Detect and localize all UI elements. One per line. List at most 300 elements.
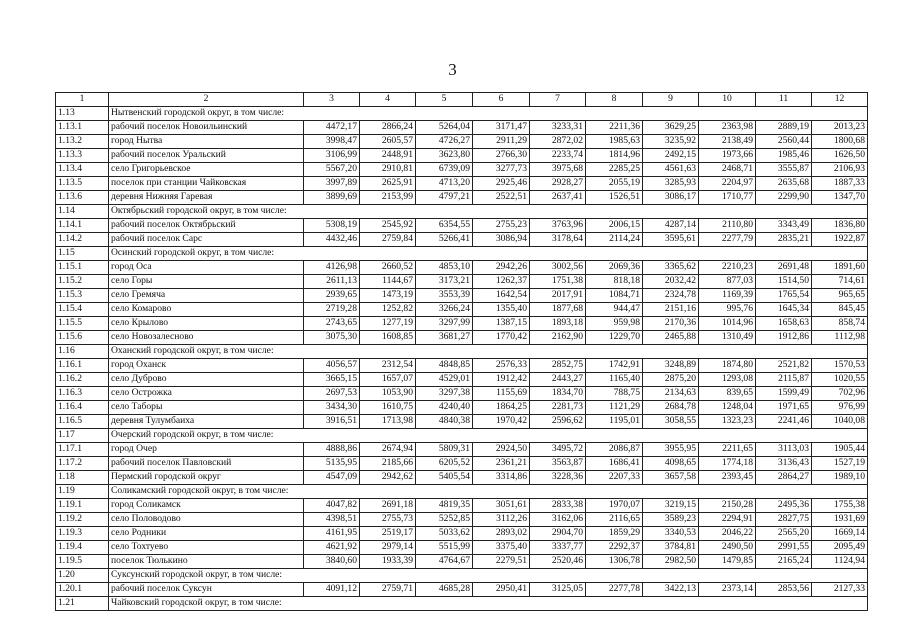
value-cell: 1262,37	[473, 275, 530, 289]
value-cell: 3233,31	[530, 121, 586, 135]
value-cell: 4848,85	[416, 359, 473, 373]
row-code: 1.13.6	[56, 191, 109, 205]
settlement-name: село Острожка	[109, 387, 304, 401]
table-row	[56, 457, 868, 471]
value-cell: 4888,86	[304, 443, 360, 457]
row-code: 1.17.2	[56, 457, 109, 471]
settlement-name: город Нытва	[109, 135, 304, 149]
value-cell: 2204,97	[699, 177, 756, 191]
value-cell: 858,74	[812, 317, 868, 331]
value-cell: 3375,40	[473, 541, 530, 555]
value-cell: 3763,96	[530, 219, 586, 233]
value-cell: 1252,82	[360, 303, 416, 317]
value-cell: 4126,98	[304, 261, 360, 275]
settlement-name: село Половодово	[109, 513, 304, 527]
value-cell: 1713,98	[360, 415, 416, 429]
value-cell: 2835,21	[756, 233, 812, 247]
value-cell: 2611,13	[304, 275, 360, 289]
value-cell: 3955,95	[643, 443, 699, 457]
value-cell: 4547,09	[304, 471, 360, 485]
row-code: 1.20.1	[56, 583, 109, 597]
section-title: Чайковский городской округ, в том числе:	[109, 597, 868, 611]
value-cell: 2210,23	[699, 261, 756, 275]
value-cell: 2162,90	[530, 331, 586, 345]
settlement-name: село Комарово	[109, 303, 304, 317]
value-cell: 4240,40	[416, 401, 473, 415]
value-cell: 2134,63	[643, 387, 699, 401]
value-cell: 1277,19	[360, 317, 416, 331]
value-cell: 3975,68	[530, 163, 586, 177]
column-header: 7	[530, 93, 586, 107]
value-cell: 1014,96	[699, 317, 756, 331]
value-cell: 2207,33	[586, 471, 643, 485]
value-cell: 1610,75	[360, 401, 416, 415]
value-cell: 2674,94	[360, 443, 416, 457]
table-row	[56, 415, 868, 429]
row-code: 1.19	[56, 485, 109, 499]
table-row	[56, 233, 868, 247]
table-row	[56, 121, 868, 135]
value-cell: 3266,24	[416, 303, 473, 317]
row-code: 1.13	[56, 107, 109, 121]
value-cell: 1310,49	[699, 331, 756, 345]
settlement-name: село Крылово	[109, 317, 304, 331]
value-cell: 1626,50	[812, 149, 868, 163]
value-cell: 2625,91	[360, 177, 416, 191]
value-cell: 3086,94	[473, 233, 530, 247]
value-cell: 2660,52	[360, 261, 416, 275]
value-cell: 1985,46	[756, 149, 812, 163]
value-cell: 2361,21	[473, 457, 530, 471]
value-cell: 2691,18	[360, 499, 416, 513]
table-row	[56, 289, 868, 303]
value-cell: 2766,30	[473, 149, 530, 163]
value-cell: 1658,63	[756, 317, 812, 331]
value-cell: 2211,65	[699, 443, 756, 457]
row-code: 1.19.4	[56, 541, 109, 555]
row-code: 1.17.1	[56, 443, 109, 457]
value-cell: 3434,30	[304, 401, 360, 415]
value-cell: 2465,88	[643, 331, 699, 345]
value-cell: 3998,47	[304, 135, 360, 149]
settlement-name: город Соликамск	[109, 499, 304, 513]
value-cell: 2013,23	[812, 121, 868, 135]
value-cell: 3623,80	[416, 149, 473, 163]
value-cell: 4287,14	[643, 219, 699, 233]
value-cell: 1124,94	[812, 555, 868, 569]
value-cell: 1084,71	[586, 289, 643, 303]
settlement-name: рабочий поселок Новоильинский	[109, 121, 304, 135]
value-cell: 4713,20	[416, 177, 473, 191]
row-code: 1.15.3	[56, 289, 109, 303]
value-cell: 1834,70	[530, 387, 586, 401]
value-cell: 3784,81	[643, 541, 699, 555]
value-cell: 2833,38	[530, 499, 586, 513]
row-code: 1.16.2	[56, 373, 109, 387]
table-row	[56, 583, 868, 597]
table-row	[56, 331, 868, 345]
section-row	[56, 597, 868, 611]
value-cell: 1970,42	[473, 415, 530, 429]
value-cell: 1248,04	[699, 401, 756, 415]
value-cell: 2950,41	[473, 583, 530, 597]
value-cell: 2292,37	[586, 541, 643, 555]
value-cell: 2277,78	[586, 583, 643, 597]
value-cell: 2324,78	[643, 289, 699, 303]
row-code: 1.14	[56, 205, 109, 219]
value-cell: 2684,78	[643, 401, 699, 415]
value-cell: 2299,90	[756, 191, 812, 205]
column-header: 12	[812, 93, 868, 107]
value-cell: 1121,29	[586, 401, 643, 415]
value-cell: 2495,36	[756, 499, 812, 513]
value-cell: 1755,38	[812, 499, 868, 513]
value-cell: 3629,25	[643, 121, 699, 135]
value-cell: 5135,95	[304, 457, 360, 471]
value-cell: 3337,77	[530, 541, 586, 555]
value-cell: 4161,95	[304, 527, 360, 541]
value-cell: 1473,19	[360, 289, 416, 303]
value-cell: 2017,91	[530, 289, 586, 303]
table-row	[56, 135, 868, 149]
value-cell: 3681,27	[416, 331, 473, 345]
value-cell: 2852,75	[530, 359, 586, 373]
value-cell: 4098,65	[643, 457, 699, 471]
value-cell: 3422,13	[643, 583, 699, 597]
settlement-name: село Родники	[109, 527, 304, 541]
value-cell: 1155,69	[473, 387, 530, 401]
value-cell: 1893,18	[530, 317, 586, 331]
column-header: 4	[360, 93, 416, 107]
table-row	[56, 177, 868, 191]
value-cell: 2866,24	[360, 121, 416, 135]
value-cell: 2853,56	[756, 583, 812, 597]
column-header: 9	[643, 93, 699, 107]
value-cell: 1527,19	[812, 457, 868, 471]
value-cell: 4621,92	[304, 541, 360, 555]
value-cell: 3136,43	[756, 457, 812, 471]
value-cell: 3051,61	[473, 499, 530, 513]
value-cell: 1195,01	[586, 415, 643, 429]
value-cell: 959,98	[586, 317, 643, 331]
value-cell: 4472,17	[304, 121, 360, 135]
value-cell: 1800,68	[812, 135, 868, 149]
row-code: 1.16.3	[56, 387, 109, 401]
section-title: Октябрьский городской округ, в том числе:	[109, 205, 868, 219]
value-cell: 2875,20	[643, 373, 699, 387]
value-cell: 1874,80	[699, 359, 756, 373]
value-cell: 2924,50	[473, 443, 530, 457]
row-code: 1.18	[56, 471, 109, 485]
value-cell: 6739,09	[416, 163, 473, 177]
value-cell: 5308,19	[304, 219, 360, 233]
column-header: 6	[473, 93, 530, 107]
value-cell: 2991,55	[756, 541, 812, 555]
section-title: Соликамский городской округ, в том числе:	[109, 485, 868, 499]
value-cell: 4840,38	[416, 415, 473, 429]
value-cell: 2755,73	[360, 513, 416, 527]
value-cell: 4726,27	[416, 135, 473, 149]
header-row	[56, 93, 868, 107]
settlement-name: село Горы	[109, 275, 304, 289]
value-cell: 2115,87	[756, 373, 812, 387]
settlement-name: город Оса	[109, 261, 304, 275]
value-cell: 2576,33	[473, 359, 530, 373]
row-code: 1.19.1	[56, 499, 109, 513]
value-cell: 2492,15	[643, 149, 699, 163]
value-cell: 2942,62	[360, 471, 416, 485]
value-cell: 1642,54	[473, 289, 530, 303]
value-cell: 2759,84	[360, 233, 416, 247]
row-code: 1.16.1	[56, 359, 109, 373]
value-cell: 1774,18	[699, 457, 756, 471]
value-cell: 3171,47	[473, 121, 530, 135]
value-cell: 3916,51	[304, 415, 360, 429]
value-cell: 1570,53	[812, 359, 868, 373]
settlement-name: рабочий поселок Уральский	[109, 149, 304, 163]
value-cell: 3495,72	[530, 443, 586, 457]
value-cell: 1989,10	[812, 471, 868, 485]
table-row	[56, 499, 868, 513]
value-cell: 2560,44	[756, 135, 812, 149]
value-cell: 2864,27	[756, 471, 812, 485]
value-cell: 3555,87	[756, 163, 812, 177]
value-cell: 1859,29	[586, 527, 643, 541]
row-code: 1.15.5	[56, 317, 109, 331]
value-cell: 1165,40	[586, 373, 643, 387]
value-cell: 4047,82	[304, 499, 360, 513]
value-cell: 2363,98	[699, 121, 756, 135]
value-cell: 2241,46	[756, 415, 812, 429]
value-cell: 1669,14	[812, 527, 868, 541]
value-cell: 3340,53	[643, 527, 699, 541]
value-cell: 3248,89	[643, 359, 699, 373]
value-cell: 702,96	[812, 387, 868, 401]
table-row	[56, 387, 868, 401]
value-cell: 3058,55	[643, 415, 699, 429]
table-row	[56, 359, 868, 373]
value-cell: 4529,01	[416, 373, 473, 387]
table-body	[56, 93, 868, 611]
value-cell: 2942,26	[473, 261, 530, 275]
value-cell: 1933,39	[360, 555, 416, 569]
value-cell: 2982,50	[643, 555, 699, 569]
settlement-name: село Григорьевское	[109, 163, 304, 177]
table-row	[56, 555, 868, 569]
value-cell: 1814,96	[586, 149, 643, 163]
row-code: 1.19.2	[56, 513, 109, 527]
value-cell: 2979,14	[360, 541, 416, 555]
value-cell: 2910,81	[360, 163, 416, 177]
table-row	[56, 401, 868, 415]
section-row	[56, 429, 868, 443]
column-header: 1	[56, 93, 109, 107]
value-cell: 1355,40	[473, 303, 530, 317]
value-cell: 2046,22	[699, 527, 756, 541]
value-cell: 2939,65	[304, 289, 360, 303]
table-row	[56, 541, 868, 555]
value-cell: 1608,85	[360, 331, 416, 345]
section-row	[56, 345, 868, 359]
value-cell: 3162,06	[530, 513, 586, 527]
section-row	[56, 247, 868, 261]
value-cell: 5405,54	[416, 471, 473, 485]
section-title: Нытвенский городской округ, в том числе:	[109, 107, 868, 121]
tariff-table	[55, 92, 868, 611]
value-cell: 2637,41	[530, 191, 586, 205]
value-cell: 2294,91	[699, 513, 756, 527]
value-cell: 4432,46	[304, 233, 360, 247]
value-cell: 2086,87	[586, 443, 643, 457]
value-cell: 845,45	[812, 303, 868, 317]
value-cell: 1229,70	[586, 331, 643, 345]
value-cell: 3297,38	[416, 387, 473, 401]
value-cell: 2520,46	[530, 555, 586, 569]
value-cell: 2114,24	[586, 233, 643, 247]
value-cell: 1387,15	[473, 317, 530, 331]
value-cell: 1971,65	[756, 401, 812, 415]
value-cell: 2106,93	[812, 163, 868, 177]
section-title: Суксунский городской округ, в том числе:	[109, 569, 868, 583]
table-row	[56, 443, 868, 457]
row-code: 1.16.5	[56, 415, 109, 429]
settlement-name: деревня Тулумбаиха	[109, 415, 304, 429]
settlement-name: город Оханск	[109, 359, 304, 373]
value-cell: 2545,92	[360, 219, 416, 233]
value-cell: 3553,39	[416, 289, 473, 303]
row-code: 1.16.4	[56, 401, 109, 415]
value-cell: 1877,68	[530, 303, 586, 317]
value-cell: 2393,45	[699, 471, 756, 485]
value-cell: 2285,25	[586, 163, 643, 177]
value-cell: 2719,28	[304, 303, 360, 317]
value-cell: 3113,03	[756, 443, 812, 457]
value-cell: 3285,93	[643, 177, 699, 191]
row-code: 1.17	[56, 429, 109, 443]
value-cell: 2165,24	[756, 555, 812, 569]
value-cell: 2743,65	[304, 317, 360, 331]
section-row	[56, 485, 868, 499]
value-cell: 2893,02	[473, 527, 530, 541]
value-cell: 3228,36	[530, 471, 586, 485]
value-cell: 2032,42	[643, 275, 699, 289]
settlement-name: село Дуброво	[109, 373, 304, 387]
value-cell: 1770,42	[473, 331, 530, 345]
settlement-name: деревня Нижняя Гаревая	[109, 191, 304, 205]
value-cell: 2468,71	[699, 163, 756, 177]
row-code: 1.13.2	[56, 135, 109, 149]
value-cell: 1144,67	[360, 275, 416, 289]
settlement-name: Пермский городской округ	[109, 471, 304, 485]
value-cell: 877,03	[699, 275, 756, 289]
value-cell: 3002,56	[530, 261, 586, 275]
table-row	[56, 149, 868, 163]
value-cell: 3075,30	[304, 331, 360, 345]
value-cell: 2635,68	[756, 177, 812, 191]
row-code: 1.19.3	[56, 527, 109, 541]
value-cell: 4398,51	[304, 513, 360, 527]
value-cell: 2691,48	[756, 261, 812, 275]
value-cell: 2006,15	[586, 219, 643, 233]
table-row	[56, 471, 868, 485]
value-cell: 1985,63	[586, 135, 643, 149]
value-cell: 3365,62	[643, 261, 699, 275]
value-cell: 1864,25	[473, 401, 530, 415]
value-cell: 2095,49	[812, 541, 868, 555]
settlement-name: рабочий поселок Суксун	[109, 583, 304, 597]
value-cell: 3219,15	[643, 499, 699, 513]
value-cell: 2233,74	[530, 149, 586, 163]
value-cell: 3563,87	[530, 457, 586, 471]
column-header: 5	[416, 93, 473, 107]
value-cell: 1479,85	[699, 555, 756, 569]
value-cell: 1323,23	[699, 415, 756, 429]
value-cell: 1836,80	[812, 219, 868, 233]
settlement-name: поселок Тюлькино	[109, 555, 304, 569]
value-cell: 2151,16	[643, 303, 699, 317]
value-cell: 2138,49	[699, 135, 756, 149]
table-row	[56, 373, 868, 387]
page-number: 3	[448, 60, 457, 79]
value-cell: 818,18	[586, 275, 643, 289]
value-cell: 5809,31	[416, 443, 473, 457]
value-cell: 3125,05	[530, 583, 586, 597]
row-code: 1.13.3	[56, 149, 109, 163]
column-header: 3	[304, 93, 360, 107]
value-cell: 1905,44	[812, 443, 868, 457]
value-cell: 2116,65	[586, 513, 643, 527]
value-cell: 2519,17	[360, 527, 416, 541]
value-cell: 1912,86	[756, 331, 812, 345]
value-cell: 1657,07	[360, 373, 416, 387]
value-cell: 3086,17	[643, 191, 699, 205]
value-cell: 2312,54	[360, 359, 416, 373]
value-cell: 1742,91	[586, 359, 643, 373]
table-row	[56, 219, 868, 233]
value-cell: 2443,27	[530, 373, 586, 387]
value-cell: 3297,99	[416, 317, 473, 331]
value-cell: 2925,46	[473, 177, 530, 191]
value-cell: 3178,64	[530, 233, 586, 247]
value-cell: 944,47	[586, 303, 643, 317]
row-code: 1.13.4	[56, 163, 109, 177]
value-cell: 3840,60	[304, 555, 360, 569]
row-code: 1.13.1	[56, 121, 109, 135]
value-cell: 965,65	[812, 289, 868, 303]
value-cell: 2448,91	[360, 149, 416, 163]
value-cell: 2211,36	[586, 121, 643, 135]
value-cell: 4091,12	[304, 583, 360, 597]
row-code: 1.21	[56, 597, 109, 611]
value-cell: 2150,28	[699, 499, 756, 513]
value-cell: 2521,82	[756, 359, 812, 373]
value-cell: 3997,89	[304, 177, 360, 191]
value-cell: 3173,21	[416, 275, 473, 289]
value-cell: 1751,38	[530, 275, 586, 289]
value-cell: 6354,55	[416, 219, 473, 233]
settlement-name: село Тохтуево	[109, 541, 304, 555]
value-cell: 1293,08	[699, 373, 756, 387]
value-cell: 2911,29	[473, 135, 530, 149]
settlement-name: село Новозалесново	[109, 331, 304, 345]
value-cell: 2153,99	[360, 191, 416, 205]
value-cell: 2055,19	[586, 177, 643, 191]
row-code: 1.16	[56, 345, 109, 359]
value-cell: 3665,15	[304, 373, 360, 387]
value-cell: 1970,07	[586, 499, 643, 513]
table-row	[56, 317, 868, 331]
row-code: 1.15.1	[56, 261, 109, 275]
